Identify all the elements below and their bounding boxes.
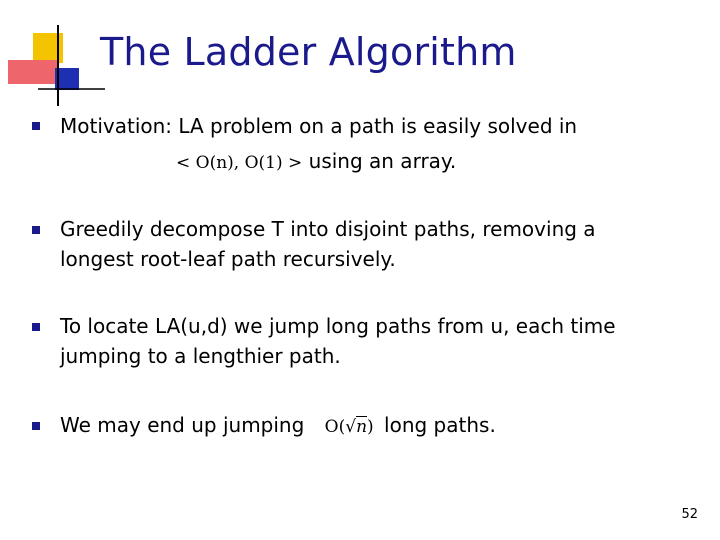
bullet-marker-icon: [32, 422, 40, 430]
math-radicand: n: [356, 417, 368, 437]
bullet-line-2: longest root-leaf path recursively.: [60, 247, 396, 271]
bullet-text: [60, 111, 680, 141]
math-expression: [325, 412, 374, 442]
bullet-text: [60, 410, 680, 442]
sqrt-icon: √: [345, 417, 357, 437]
math-suffix: ): [367, 417, 374, 437]
bullet-text-after: long paths.: [384, 413, 496, 437]
bullet-text-line2: [176, 146, 676, 178]
bullet-text-after: using an array.: [308, 149, 457, 173]
math-expression: < O(n), O(1) >: [176, 153, 303, 173]
bullet-line-1: Greedily decompose T into disjoint paths, removing a: [60, 217, 596, 241]
bullet-line-1: To locate LA(u,d) we jump long paths from u, each time: [60, 314, 616, 338]
page-number: 52: [681, 507, 698, 522]
math-prefix: O(: [324, 417, 346, 437]
bullet-text: [60, 311, 680, 371]
bullet-line-2: jumping to a lengthier path.: [60, 344, 341, 368]
bullet-marker-icon: [32, 122, 40, 130]
bullet-text-before: We may end up jumping: [60, 413, 305, 437]
bullet-text-before: Motivation: LA problem on a path is easily solved in: [60, 114, 578, 138]
bullet-marker-icon: [32, 226, 40, 234]
slide-title: The Ladder Algorithm: [100, 30, 517, 74]
bullet-marker-icon: [32, 323, 40, 331]
bullet-text: [60, 214, 680, 274]
